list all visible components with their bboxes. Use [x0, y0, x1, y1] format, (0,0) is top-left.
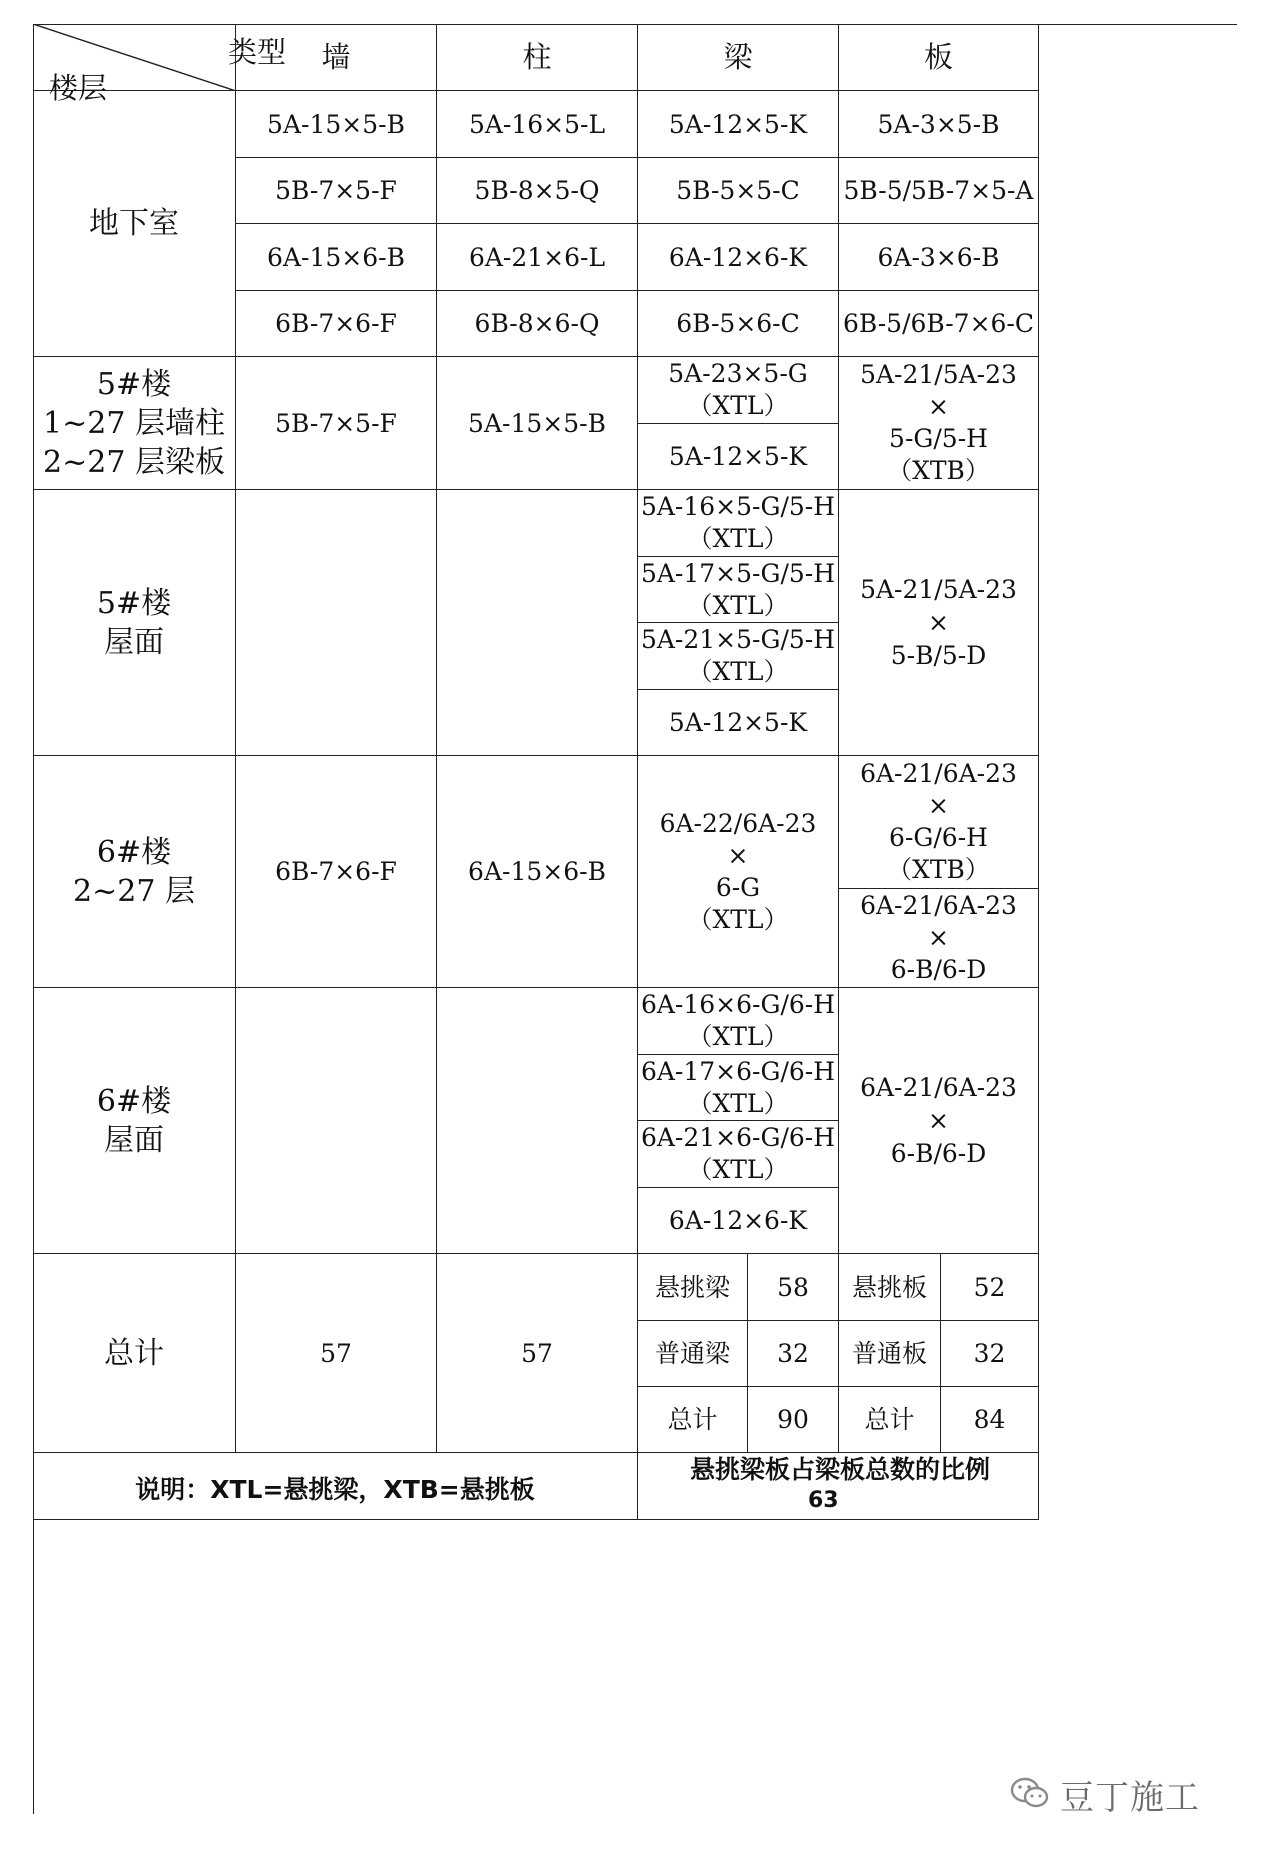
b6-roof-slab [839, 988, 1039, 1254]
floor-line2: 屋面 [104, 1122, 164, 1158]
slab-total-label: 总计 [839, 1387, 941, 1453]
b5-floors-slab [839, 357, 1039, 490]
b6-floors-wall: 6B-7×6-F [236, 756, 437, 988]
b6-floors-column: 6A-15×6-B [437, 756, 638, 988]
beam-line1: 6A-22/6A-23 [659, 808, 817, 838]
basement-wall-1: 5A-15×5-B [236, 91, 437, 158]
beam-code: 5A-17×5-G/5-H [640, 558, 836, 588]
floor-line2: 屋面 [104, 624, 164, 660]
floor-line2: 2~27 层 [73, 873, 195, 909]
corner-type-label: 类型 [228, 35, 287, 69]
col-header-column: 柱 [437, 24, 638, 91]
b6-roof-beam-2 [638, 1055, 839, 1121]
slab-line2: × [928, 608, 949, 637]
beam-code: 6A-17×6-G/6-H [640, 1056, 836, 1086]
cantilever-beam-count: 58 [748, 1254, 839, 1321]
ratio-value: 63 [808, 1488, 839, 1513]
basement-slab-4: 6B-5/6B-7×6-C [839, 291, 1039, 357]
floor-b6-floors [33, 756, 236, 988]
b6-roof-beam-3 [638, 1121, 839, 1188]
floor-b5-line3: 2~27 层梁板 [43, 444, 225, 480]
ratio-title: 悬挑梁板占梁板总数的比例 [690, 1455, 991, 1484]
slab-line1: 6A-21/6A-23 [860, 1073, 1017, 1102]
basement-slab-2: 5B-5/5B-7×5-A [839, 158, 1039, 224]
b5-roof-beam-2 [638, 557, 839, 623]
slab-line2: × [928, 923, 949, 952]
b6-roof-beam-4: 6A-12×6-K [638, 1188, 839, 1254]
floor-line1: 6#楼 [96, 834, 172, 870]
watermark [1010, 1770, 1200, 1819]
slab-line4: （XTB） [887, 855, 990, 884]
b5-roof-slab [839, 490, 1039, 756]
col-header-slab: 板 [839, 24, 1039, 91]
b5-roof-column [437, 490, 638, 756]
b6-floors-slab-2 [839, 889, 1039, 988]
floor-line1: 5#楼 [96, 585, 172, 621]
corner-floor-label: 楼层 [49, 71, 108, 105]
floor-b5-floors [33, 357, 236, 490]
legend-note: 说明：XTL=悬挑梁，XTB=悬挑板 [33, 1453, 638, 1520]
slab-line1: 5A-21/5A-23 [860, 575, 1017, 604]
basement-beam-3: 6A-12×6-K [638, 224, 839, 291]
slab-line2: × [928, 392, 949, 421]
b6-floors-slab-1 [839, 756, 1039, 889]
total-wall: 57 [236, 1254, 437, 1453]
slab-line1: 6A-21/6A-23 [860, 759, 1017, 788]
slab-line3: 5-B/5-D [890, 641, 987, 670]
cantilever-slab-label: 悬挑板 [839, 1254, 941, 1321]
b5-floors-beam-2: 5A-12×5-K [638, 424, 839, 490]
beam-tag: （XTL） [687, 657, 789, 686]
b6-roof-beam-1 [638, 988, 839, 1055]
beam-code: 5A-16×5-G/5-H [640, 492, 836, 521]
slab-line2: × [928, 791, 949, 820]
total-column: 57 [437, 1254, 638, 1453]
cantilever-beam-label: 悬挑梁 [638, 1254, 748, 1321]
slab-line1: 5A-21/5A-23 [860, 360, 1017, 389]
b5-floors-wall: 5B-7×5-F [236, 357, 437, 490]
basement-column-3: 6A-21×6-L [437, 224, 638, 291]
b5-floors-column: 5A-15×5-B [437, 357, 638, 490]
wechat-icon [1010, 1776, 1050, 1814]
normal-slab-label: 普通板 [839, 1321, 941, 1387]
basement-beam-4: 6B-5×6-C [638, 291, 839, 357]
beam-tag: （XTL） [687, 1022, 789, 1051]
slab-line4: （XTB） [887, 456, 990, 485]
cantilever-slab-count: 52 [941, 1254, 1039, 1321]
slab-line3: 6-B/6-D [890, 1139, 987, 1168]
watermark-text: 豆丁施工 [1060, 1778, 1200, 1818]
col-header-beam: 梁 [638, 24, 839, 91]
b5-roof-beam-4: 5A-12×5-K [638, 690, 839, 756]
beam-tag: （XTL） [687, 391, 789, 420]
ratio-cell [638, 1453, 1039, 1520]
beam-code: 5A-23×5-G [668, 359, 808, 388]
basement-slab-3: 6A-3×6-B [839, 224, 1039, 291]
b6-roof-wall [236, 988, 437, 1254]
beam-tag: （XTL） [687, 524, 789, 553]
floor-b5-line2: 1~27 层墙柱 [43, 405, 225, 441]
normal-beam-label: 普通梁 [638, 1321, 748, 1387]
slab-line3: 6-B/6-D [890, 955, 987, 984]
b6-floors-beam [638, 756, 839, 988]
basement-wall-2: 5B-7×5-F [236, 158, 437, 224]
floor-total: 总计 [33, 1254, 236, 1453]
basement-wall-4: 6B-7×6-F [236, 291, 437, 357]
b5-floors-beam-1 [638, 357, 839, 424]
normal-slab-count: 32 [941, 1321, 1039, 1387]
beam-total-label: 总计 [638, 1387, 748, 1453]
slab-line3: 6-G/6-H [889, 823, 988, 852]
floor-b5-line1: 5#楼 [96, 366, 172, 402]
beam-tag: （XTL） [687, 1155, 789, 1184]
data-table [33, 24, 1237, 1814]
b5-roof-wall [236, 490, 437, 756]
b5-roof-beam-1 [638, 490, 839, 557]
beam-line3: 6-G [715, 872, 761, 902]
slab-line1: 6A-21/6A-23 [860, 891, 1017, 920]
slab-line2: × [928, 1106, 949, 1135]
floor-b6-roof [33, 988, 236, 1254]
beam-code: 6A-16×6-G/6-H [640, 990, 836, 1019]
basement-column-2: 5B-8×5-Q [437, 158, 638, 224]
beam-code: 5A-21×5-G/5-H [640, 625, 836, 654]
beam-line2: × [727, 840, 749, 870]
basement-beam-1: 5A-12×5-K [638, 91, 839, 158]
b5-roof-beam-3 [638, 623, 839, 690]
basement-slab-1: 5A-3×5-B [839, 91, 1039, 158]
beam-tag: （XTL） [687, 590, 789, 620]
beam-line4: （XTL） [687, 904, 789, 934]
floor-line1: 6#楼 [96, 1083, 172, 1119]
basement-wall-3: 6A-15×6-B [236, 224, 437, 291]
col-header-wall: 墙 [236, 24, 437, 91]
b6-roof-column [437, 988, 638, 1254]
normal-beam-count: 32 [748, 1321, 839, 1387]
basement-column-1: 5A-16×5-L [437, 91, 638, 158]
floor-basement: 地下室 [33, 91, 236, 357]
beam-total-count: 90 [748, 1387, 839, 1453]
slab-total-count: 84 [941, 1387, 1039, 1453]
beam-tag: （XTL） [687, 1088, 789, 1118]
floor-b5-roof [33, 490, 236, 756]
basement-beam-2: 5B-5×5-C [638, 158, 839, 224]
beam-code: 6A-21×6-G/6-H [640, 1123, 836, 1152]
slab-line3: 5-G/5-H [889, 424, 988, 453]
basement-column-4: 6B-8×6-Q [437, 291, 638, 357]
